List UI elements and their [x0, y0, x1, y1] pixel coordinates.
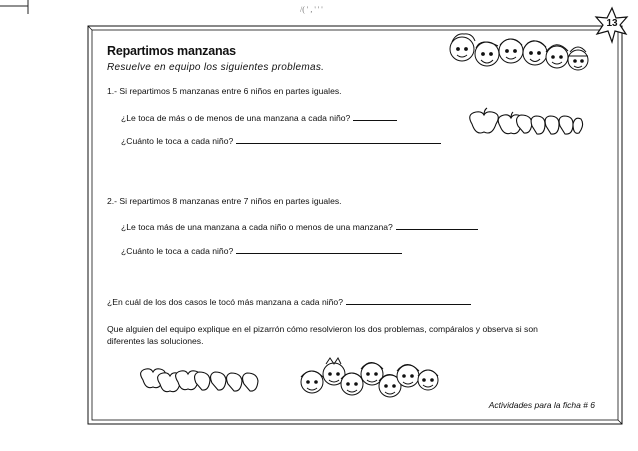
page-title: Repartimos manzanas — [107, 44, 236, 58]
problem-2-statement: 2.- Si repartimos 8 manzanas entre 7 niños en partes iguales. — [107, 196, 342, 206]
footer-label: Actividades para la ficha # 6 — [488, 400, 595, 410]
problem-1-statement: 1.- Si repartimos 5 manzanas entre 6 niños en partes iguales. — [107, 86, 342, 96]
compare-answer-line[interactable] — [346, 303, 471, 305]
instructions-line-2: diferentes las soluciones. — [107, 336, 204, 346]
svg-text:/( ' , ' ' ': /( ' , ' ' ' — [300, 5, 323, 14]
instructions-line-1: Que alguien del equipo explique en el pizarrón cómo resolvieron los dos problemas, compáralos y observa si son — [107, 324, 538, 334]
problem-2-question-2 — [121, 246, 402, 256]
problem-2-answer-2-line[interactable] — [236, 252, 402, 254]
problem-1-answer-2-line[interactable] — [236, 142, 441, 144]
problem-1-question-2-text: ¿Cuánto le toca a cada niño? — [121, 136, 234, 146]
problem-1-question-1 — [121, 113, 397, 123]
problem-2-question-2-text: ¿Cuánto le toca a cada niño? — [121, 246, 234, 256]
problem-1-answer-1-line[interactable] — [353, 119, 397, 121]
problem-2-answer-1-line[interactable] — [396, 228, 478, 230]
compare-question — [107, 297, 471, 307]
compare-question-text: ¿En cuál de los dos casos le tocó más manzana a cada niño? — [107, 297, 343, 307]
problem-1-question-2 — [121, 136, 441, 146]
problem-2-question-1 — [121, 222, 478, 232]
page-subtitle: Resuelve en equipo los siguientes problemas. — [107, 62, 325, 73]
problem-1-question-1-text: ¿Le toca de más o de menos de una manzana a cada niño? — [121, 113, 351, 123]
problem-2-question-1-text: ¿Le toca más de una manzana a cada niño o menos de una manzana? — [121, 222, 393, 232]
page-number: 13 — [606, 18, 618, 29]
